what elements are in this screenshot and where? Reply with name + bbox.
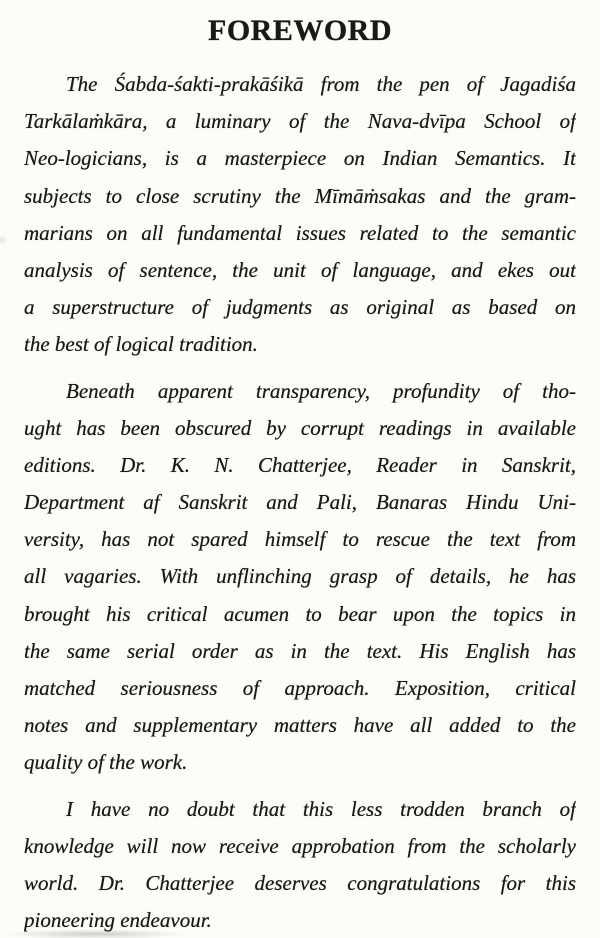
text-line: Neo-logicians, is a masterpiece on Indian Semantics. It xyxy=(24,146,576,171)
text-line: Tarkālaṁkāra, a luminary of the Nava-dvīpa School of xyxy=(24,109,576,134)
text-line: notes and supplementary matters have all added to the xyxy=(24,713,576,738)
text-line: marians on all fundamental issues related to the semantic xyxy=(24,220,576,245)
text-line: the best of logical tradition. xyxy=(24,332,258,357)
text-line: all vagaries. With unflinching grasp of details, he has xyxy=(24,564,576,589)
text-line: Department af Sanskrit and Pali, Banaras Hindu Uni- xyxy=(24,490,576,515)
paragraph xyxy=(24,373,576,782)
text-line: a superstructure of judgments as original as based on xyxy=(24,295,576,320)
text-line: ught has been obscured by corrupt readings in available xyxy=(24,415,576,440)
text-line: the same serial order as in the text. His English has xyxy=(24,638,576,663)
text-line: quality of the work. xyxy=(24,750,188,775)
text-line: The Śabda-śakti-prakāśikā from the pen of Jagadiśa xyxy=(66,72,576,96)
text-line: analysis of sentence, the unit of language, and ekes out xyxy=(24,257,576,282)
paragraph xyxy=(24,791,576,938)
text-line: matched seriousness of approach. Exposition, critical xyxy=(24,676,576,700)
text-line: world. Dr. Chatterjee deserves congratulations for this xyxy=(24,870,576,895)
text-line: knowledge will now receive approbation from the scholarly xyxy=(24,833,576,858)
text-line: Beneath apparent transparency, profundity of tho- xyxy=(66,378,576,403)
foreword-body xyxy=(24,66,576,938)
text-line: brought his critical acumen to bear upon the topics in xyxy=(24,601,576,626)
text-line: I have no doubt that this less trodden branch of xyxy=(66,796,576,821)
text-line: editions. Dr. K. N. Chatterjee, Reader in Sanskrit, xyxy=(24,452,576,477)
page-title: FOREWORD xyxy=(208,14,392,47)
paragraph xyxy=(24,66,576,364)
text-line: subjects to close scrutiny the Mīmāṁsakas and the gram- xyxy=(24,183,576,208)
text-line: versity, has not spared himself to rescue the text from xyxy=(24,527,576,552)
text-line: pioneering endeavour. xyxy=(24,908,212,933)
